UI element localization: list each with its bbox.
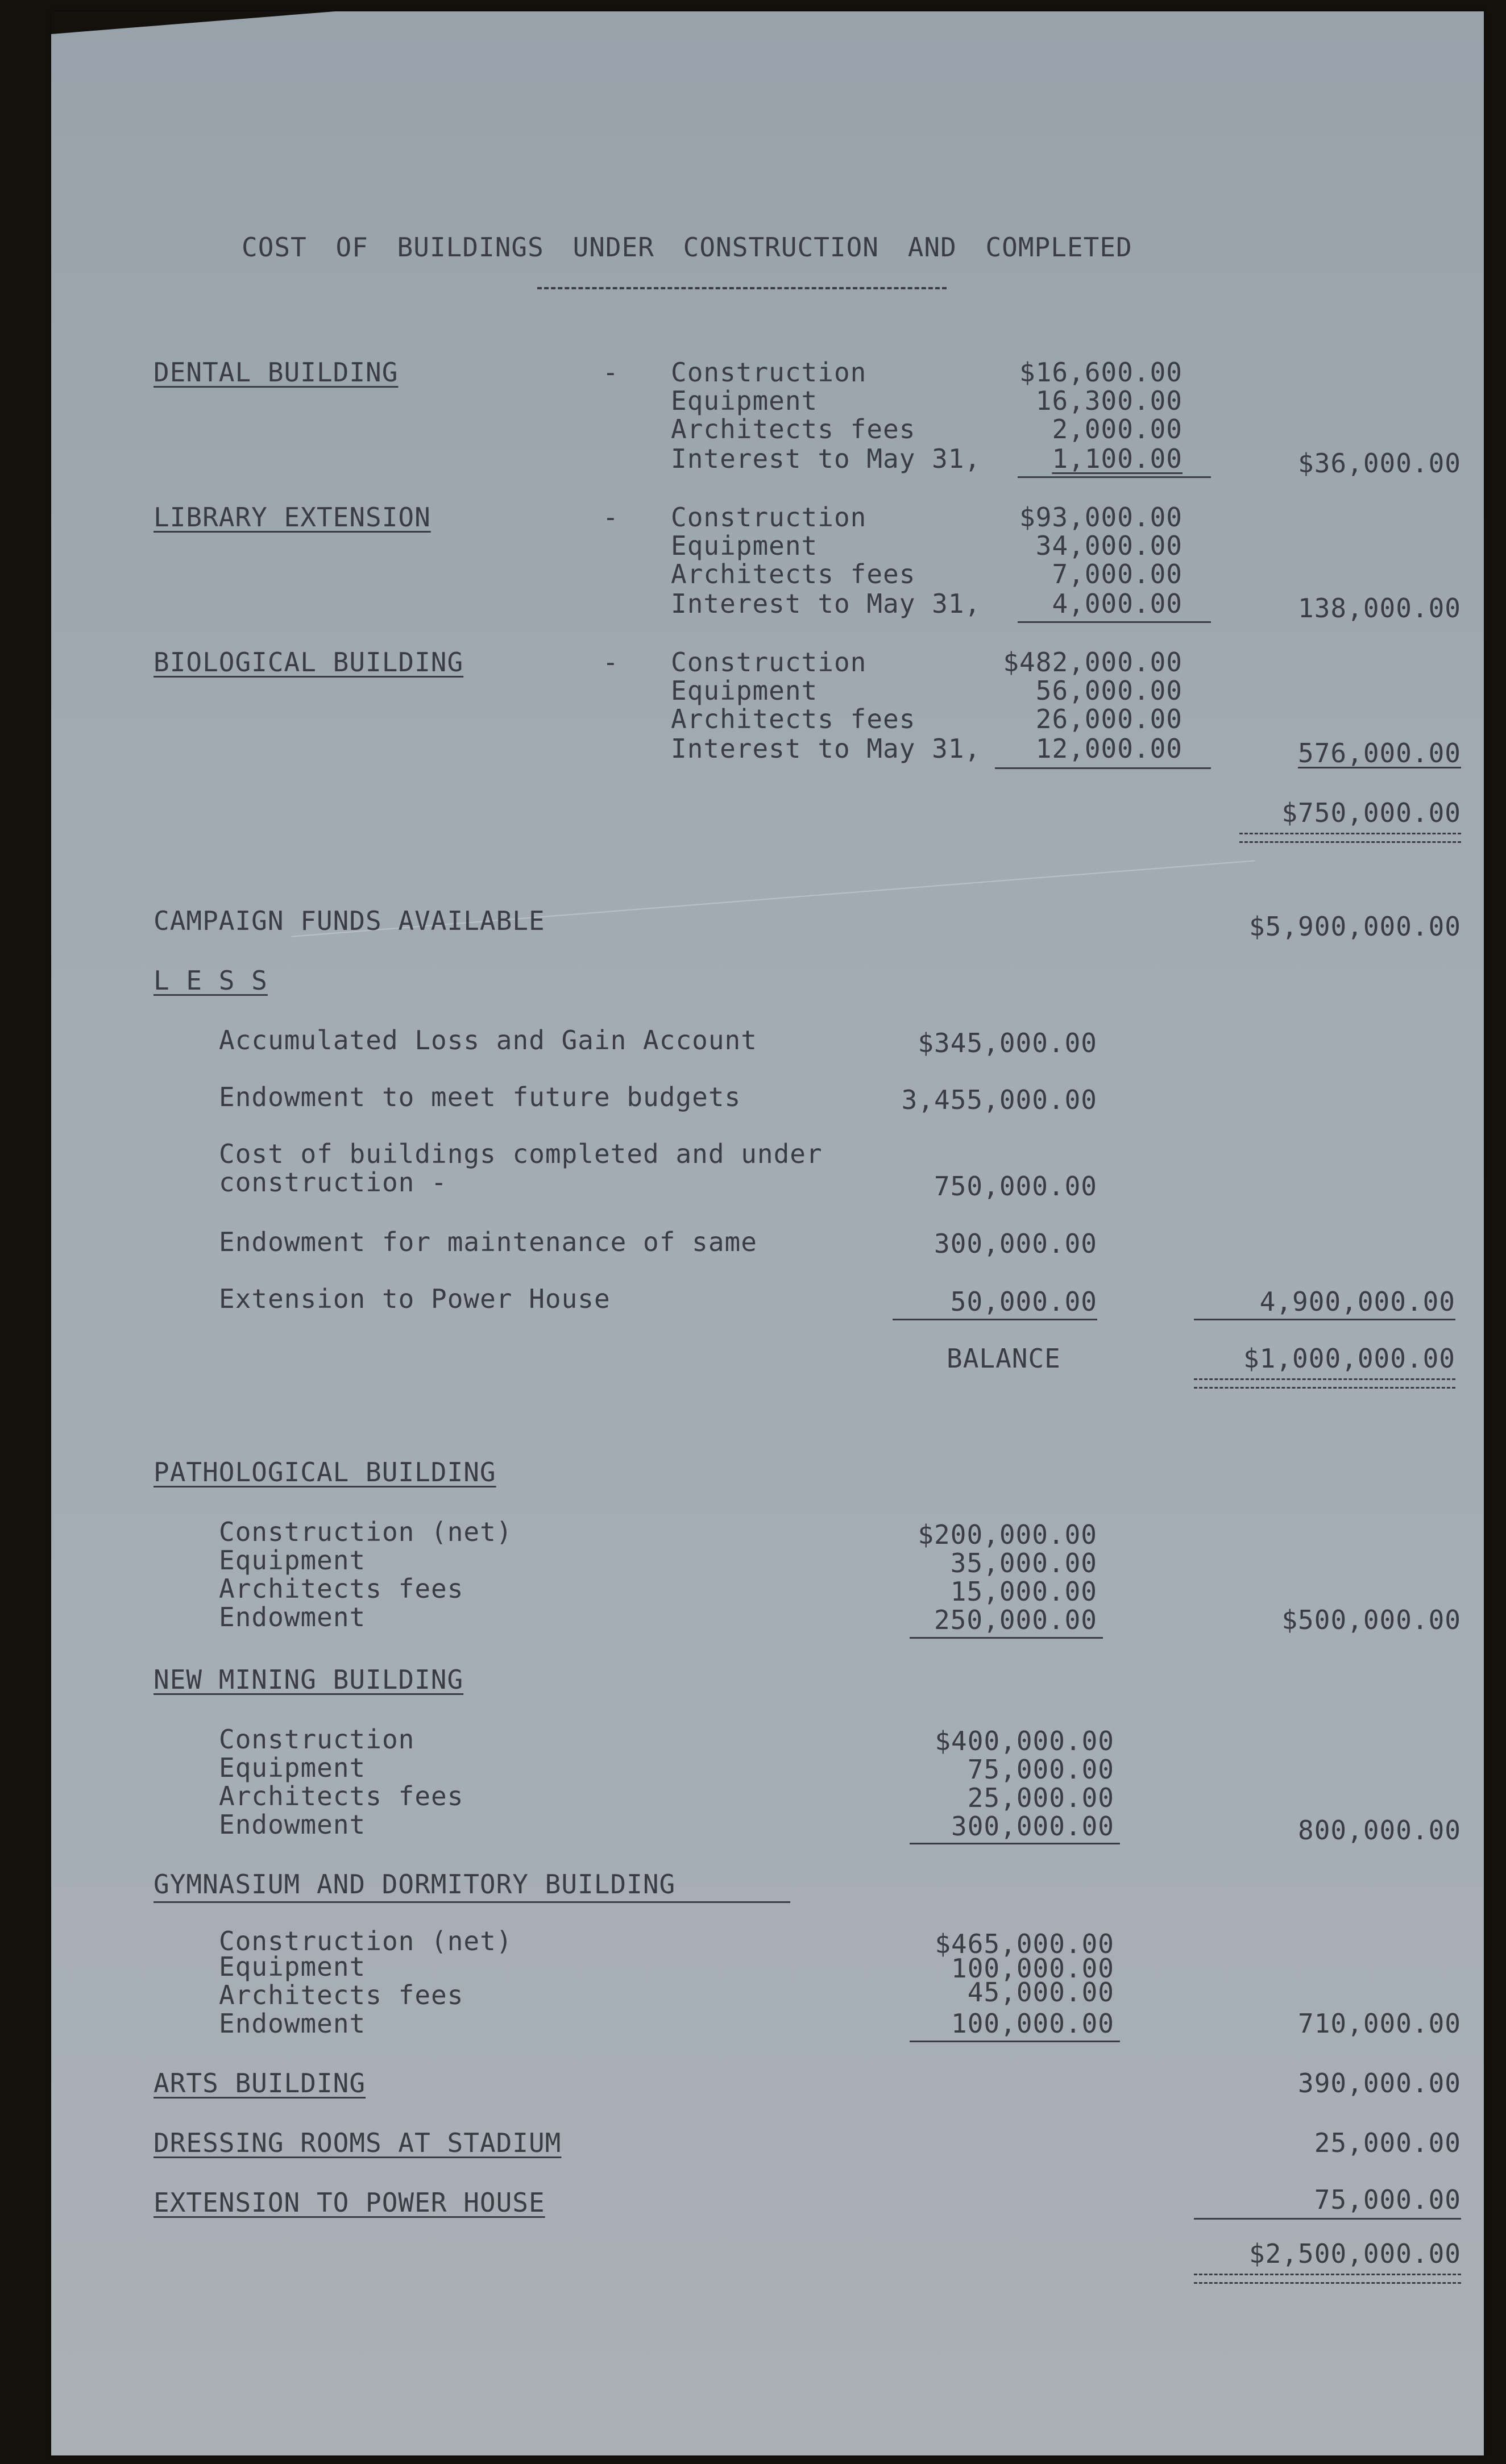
deduction-amount: 750,000.00	[934, 1171, 1097, 1202]
item-amount: 100,000.00	[951, 2008, 1114, 2039]
item-label: Interest to May 31,	[671, 443, 981, 474]
building-total: 710,000.00	[1298, 2008, 1461, 2039]
building-name: BIOLOGICAL BUILDING	[153, 647, 464, 678]
item-label: Equipment	[671, 385, 818, 416]
item-label: Architects fees	[219, 1980, 464, 2010]
deduction-amount: $345,000.00	[918, 1028, 1097, 1058]
item-amount: 300,000.00	[951, 1811, 1114, 1842]
dash-mark: -	[603, 502, 619, 533]
item-label: Construction	[671, 502, 867, 533]
subtotal-rule	[1194, 1319, 1455, 1320]
item-amount: 250,000.00	[934, 1605, 1097, 1635]
item-label: Equipment	[671, 530, 818, 561]
item-amount: 4,000.00	[1052, 588, 1183, 619]
subtotal-rule	[1194, 2218, 1461, 2220]
building-name: PATHOLOGICAL BUILDING	[153, 1457, 496, 1487]
item-label: Interest to May 31,	[671, 588, 981, 619]
document-sheet	[51, 11, 1484, 2455]
dash-mark: -	[603, 357, 619, 388]
building-name: NEW MINING BUILDING	[153, 1664, 464, 1695]
campaign-amount: $5,900,000.00	[1248, 911, 1461, 942]
subtotal-rule	[893, 1319, 1097, 1320]
page-title: COST OF BUILDINGS UNDER CONSTRUCTION AND COMPLETED	[242, 232, 1132, 263]
title-underline	[537, 287, 947, 289]
building-total: $36,000.00	[1298, 448, 1461, 479]
item-label: Construction (net)	[219, 1926, 513, 1956]
section1-total: $750,000.00	[1281, 797, 1461, 828]
building-name: EXTENSION TO POWER HOUSE	[153, 2187, 545, 2218]
item-label: Interest to May 31,	[671, 733, 981, 764]
building-name: DENTAL BUILDING	[153, 357, 399, 388]
dash-mark: -	[603, 647, 619, 678]
subtotal-rule	[995, 767, 1211, 769]
item-amount: 75,000.00	[967, 1754, 1114, 1785]
building-total: $500,000.00	[1281, 1605, 1461, 1635]
item-amount: 26,000.00	[1035, 704, 1183, 734]
item-label: Endowment	[219, 2008, 366, 2039]
item-amount: 35,000.00	[950, 1548, 1097, 1578]
item-amount: 7,000.00	[1052, 559, 1183, 589]
item-amount: $200,000.00	[918, 1519, 1097, 1550]
subtotal-rule	[910, 2041, 1120, 2042]
deduction-amount: 50,000.00	[950, 1286, 1097, 1317]
item-label: Equipment	[219, 1951, 366, 1982]
item-amount: 34,000.00	[1035, 530, 1183, 561]
deduction-amount: 300,000.00	[934, 1228, 1097, 1259]
double-rule	[1194, 2274, 1461, 2284]
double-rule	[1239, 833, 1461, 843]
building-total: 800,000.00	[1298, 1815, 1461, 1846]
campaign-label: CAMPAIGN FUNDS AVAILABLE	[153, 905, 545, 936]
item-amount: 2,000.00	[1052, 414, 1183, 444]
heading-rule	[153, 1901, 790, 1903]
item-amount: 16,300.00	[1035, 385, 1183, 416]
item-label: Equipment	[671, 675, 818, 706]
subtotal-rule	[910, 1637, 1103, 1639]
item-amount: $400,000.00	[935, 1726, 1114, 1756]
torn-corner	[51, 11, 335, 34]
item-amount: 45,000.00	[967, 1977, 1114, 2008]
building-total: 75,000.00	[1314, 2184, 1461, 2215]
item-amount: $16,600.00	[1019, 357, 1183, 388]
deduction-label: Cost of buildings completed and under construction -	[219, 1138, 823, 1198]
item-label: Architects fees	[671, 559, 916, 589]
building-total: 25,000.00	[1314, 2128, 1461, 2158]
item-amount: 12,000.00	[1035, 733, 1183, 764]
subtotal-rule	[1018, 476, 1211, 478]
balance-label: BALANCE	[947, 1343, 1061, 1374]
deduction-label: Accumulated Loss and Gain Account	[219, 1025, 757, 1056]
grand-total: $2,500,000.00	[1248, 2238, 1461, 2269]
item-amount: 56,000.00	[1035, 675, 1183, 706]
item-label: Equipment	[219, 1545, 366, 1576]
item-label: Architects fees	[671, 704, 916, 734]
item-amount: 25,000.00	[967, 1782, 1114, 1813]
item-label: Architects fees	[219, 1573, 464, 1604]
building-name: DRESSING ROOMS AT STADIUM	[153, 2128, 562, 2158]
building-total: 390,000.00	[1298, 2068, 1461, 2099]
item-amount: 15,000.00	[950, 1576, 1097, 1607]
item-label: Construction (net)	[219, 1516, 513, 1547]
item-label: Construction	[219, 1724, 415, 1755]
building-name: LIBRARY EXTENSION	[153, 502, 431, 533]
item-amount: $482,000.00	[1003, 647, 1183, 678]
subtotal-rule	[1018, 621, 1211, 623]
item-label: Endowment	[219, 1809, 366, 1840]
item-label: Construction	[671, 647, 867, 678]
item-amount: 1,100.00	[1052, 443, 1183, 474]
less-label: L E S S	[153, 965, 268, 996]
deduction-amount: 3,455,000.00	[901, 1085, 1097, 1115]
item-amount: $465,000.00	[935, 1929, 1114, 1959]
item-label: Equipment	[219, 1752, 366, 1783]
less-total: 4,900,000.00	[1259, 1286, 1455, 1317]
balance-amount: $1,000,000.00	[1243, 1343, 1455, 1374]
double-rule	[1194, 1378, 1455, 1389]
item-label: Architects fees	[219, 1781, 464, 1811]
building-total: 138,000.00	[1298, 593, 1461, 624]
item-amount: $93,000.00	[1019, 502, 1183, 533]
deduction-label: Extension to Power House	[219, 1283, 611, 1314]
building-name: ARTS BUILDING	[153, 2068, 366, 2099]
building-total: 576,000.00	[1298, 738, 1461, 768]
building-name: GYMNASIUM AND DORMITORY BUILDING	[153, 1869, 676, 1900]
subtotal-rule	[910, 1843, 1120, 1844]
item-amount: 100,000.00	[951, 1953, 1114, 1984]
item-label: Architects fees	[671, 414, 916, 444]
item-label: Endowment	[219, 1602, 366, 1632]
item-label: Construction	[671, 357, 867, 388]
deduction-label: Endowment for maintenance of same	[219, 1227, 757, 1257]
deduction-label: Endowment to meet future budgets	[219, 1082, 741, 1112]
